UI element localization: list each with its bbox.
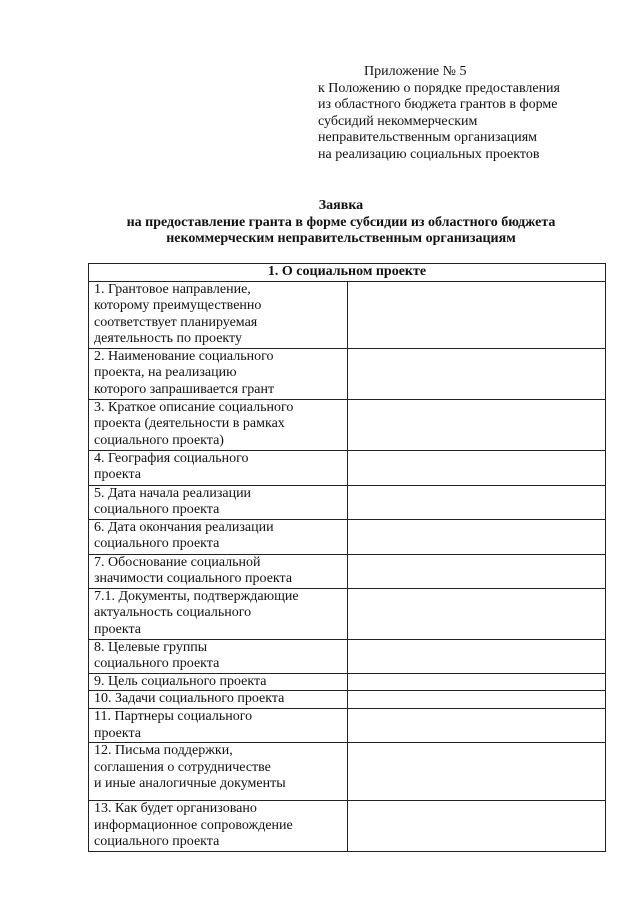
appendix-title: Приложение № 5 bbox=[364, 64, 467, 79]
row-value-field[interactable] bbox=[347, 450, 606, 485]
row-value-field[interactable] bbox=[347, 588, 606, 639]
table-row bbox=[89, 691, 606, 709]
row-value-field[interactable] bbox=[347, 743, 606, 801]
row-label: 3. Краткое описание социального проекта (деятельности в рамках социального проекта) bbox=[89, 399, 348, 450]
table-row bbox=[89, 485, 606, 519]
table-row bbox=[89, 743, 606, 801]
row-label: 4. География социального проекта bbox=[89, 450, 348, 485]
table-row bbox=[89, 709, 606, 743]
table-row bbox=[89, 673, 606, 691]
row-value-field[interactable] bbox=[347, 554, 606, 588]
table-row bbox=[89, 348, 606, 399]
row-label: 8. Целевые группы социального проекта bbox=[89, 639, 348, 673]
table-row bbox=[89, 801, 606, 852]
row-label: 1. Грантовое направление, которому преимущественно соответствует планируемая деятельность по проекту bbox=[89, 281, 348, 348]
row-label: 9. Цель социального проекта bbox=[89, 673, 348, 691]
heading-title: Заявка bbox=[318, 198, 364, 213]
row-label: 6. Дата окончания реализации социального проекта bbox=[89, 519, 348, 554]
table-row bbox=[89, 588, 606, 639]
row-label: 2. Наименование социального проекта, на реализацию которого запрашивается грант bbox=[89, 348, 348, 399]
row-value-field[interactable] bbox=[347, 639, 606, 673]
row-label: 7. Обоснование социальной значимости социального проекта bbox=[89, 554, 348, 588]
row-value-field[interactable] bbox=[347, 399, 606, 450]
row-value-field[interactable] bbox=[347, 348, 606, 399]
row-value-field[interactable] bbox=[347, 281, 606, 348]
row-label: 12. Письма поддержки, соглашения о сотрудничестве и иные аналогичные документы bbox=[89, 743, 348, 801]
table-row bbox=[89, 519, 606, 554]
section-header-row bbox=[89, 264, 606, 282]
row-value-field[interactable] bbox=[347, 673, 606, 691]
appendix-line: неправительственным организациям bbox=[318, 130, 538, 145]
section-title: 1. О социальном проекте bbox=[89, 264, 606, 282]
appendix-line: из областного бюджета грантов в форме bbox=[318, 97, 558, 112]
row-value-field[interactable] bbox=[347, 485, 606, 519]
appendix-line: субсидий некоммерческим bbox=[318, 113, 478, 129]
row-value-field[interactable] bbox=[347, 691, 606, 709]
table-row bbox=[89, 554, 606, 588]
application-form-table bbox=[88, 263, 606, 852]
row-value-field[interactable] bbox=[347, 709, 606, 743]
row-value-field[interactable] bbox=[347, 801, 606, 852]
appendix-line: к Положению о порядке предоставления bbox=[318, 80, 560, 96]
row-label: 7.1. Документы, подтверждающие актуальность социального проекта bbox=[89, 588, 348, 639]
table-row bbox=[89, 639, 606, 673]
appendix-block bbox=[318, 64, 618, 163]
heading-subtitle-line-1: на предоставление гранта в форме субсидии из областного бюджета bbox=[126, 214, 556, 230]
table-row bbox=[89, 450, 606, 485]
appendix-line: на реализацию социальных проектов bbox=[318, 146, 540, 162]
row-label: 10. Задачи социального проекта bbox=[89, 691, 348, 709]
row-label: 11. Партнеры социального проекта bbox=[89, 709, 348, 743]
table-row bbox=[89, 281, 606, 348]
row-label: 13. Как будет организовано информационное сопровождение социального проекта bbox=[89, 801, 348, 852]
document-heading bbox=[88, 198, 594, 248]
row-label: 5. Дата начала реализации социального проекта bbox=[89, 485, 348, 519]
table-row bbox=[89, 399, 606, 450]
heading-subtitle-line-2: некоммерческим неправительственным организациям bbox=[166, 231, 516, 246]
row-value-field[interactable] bbox=[347, 519, 606, 554]
